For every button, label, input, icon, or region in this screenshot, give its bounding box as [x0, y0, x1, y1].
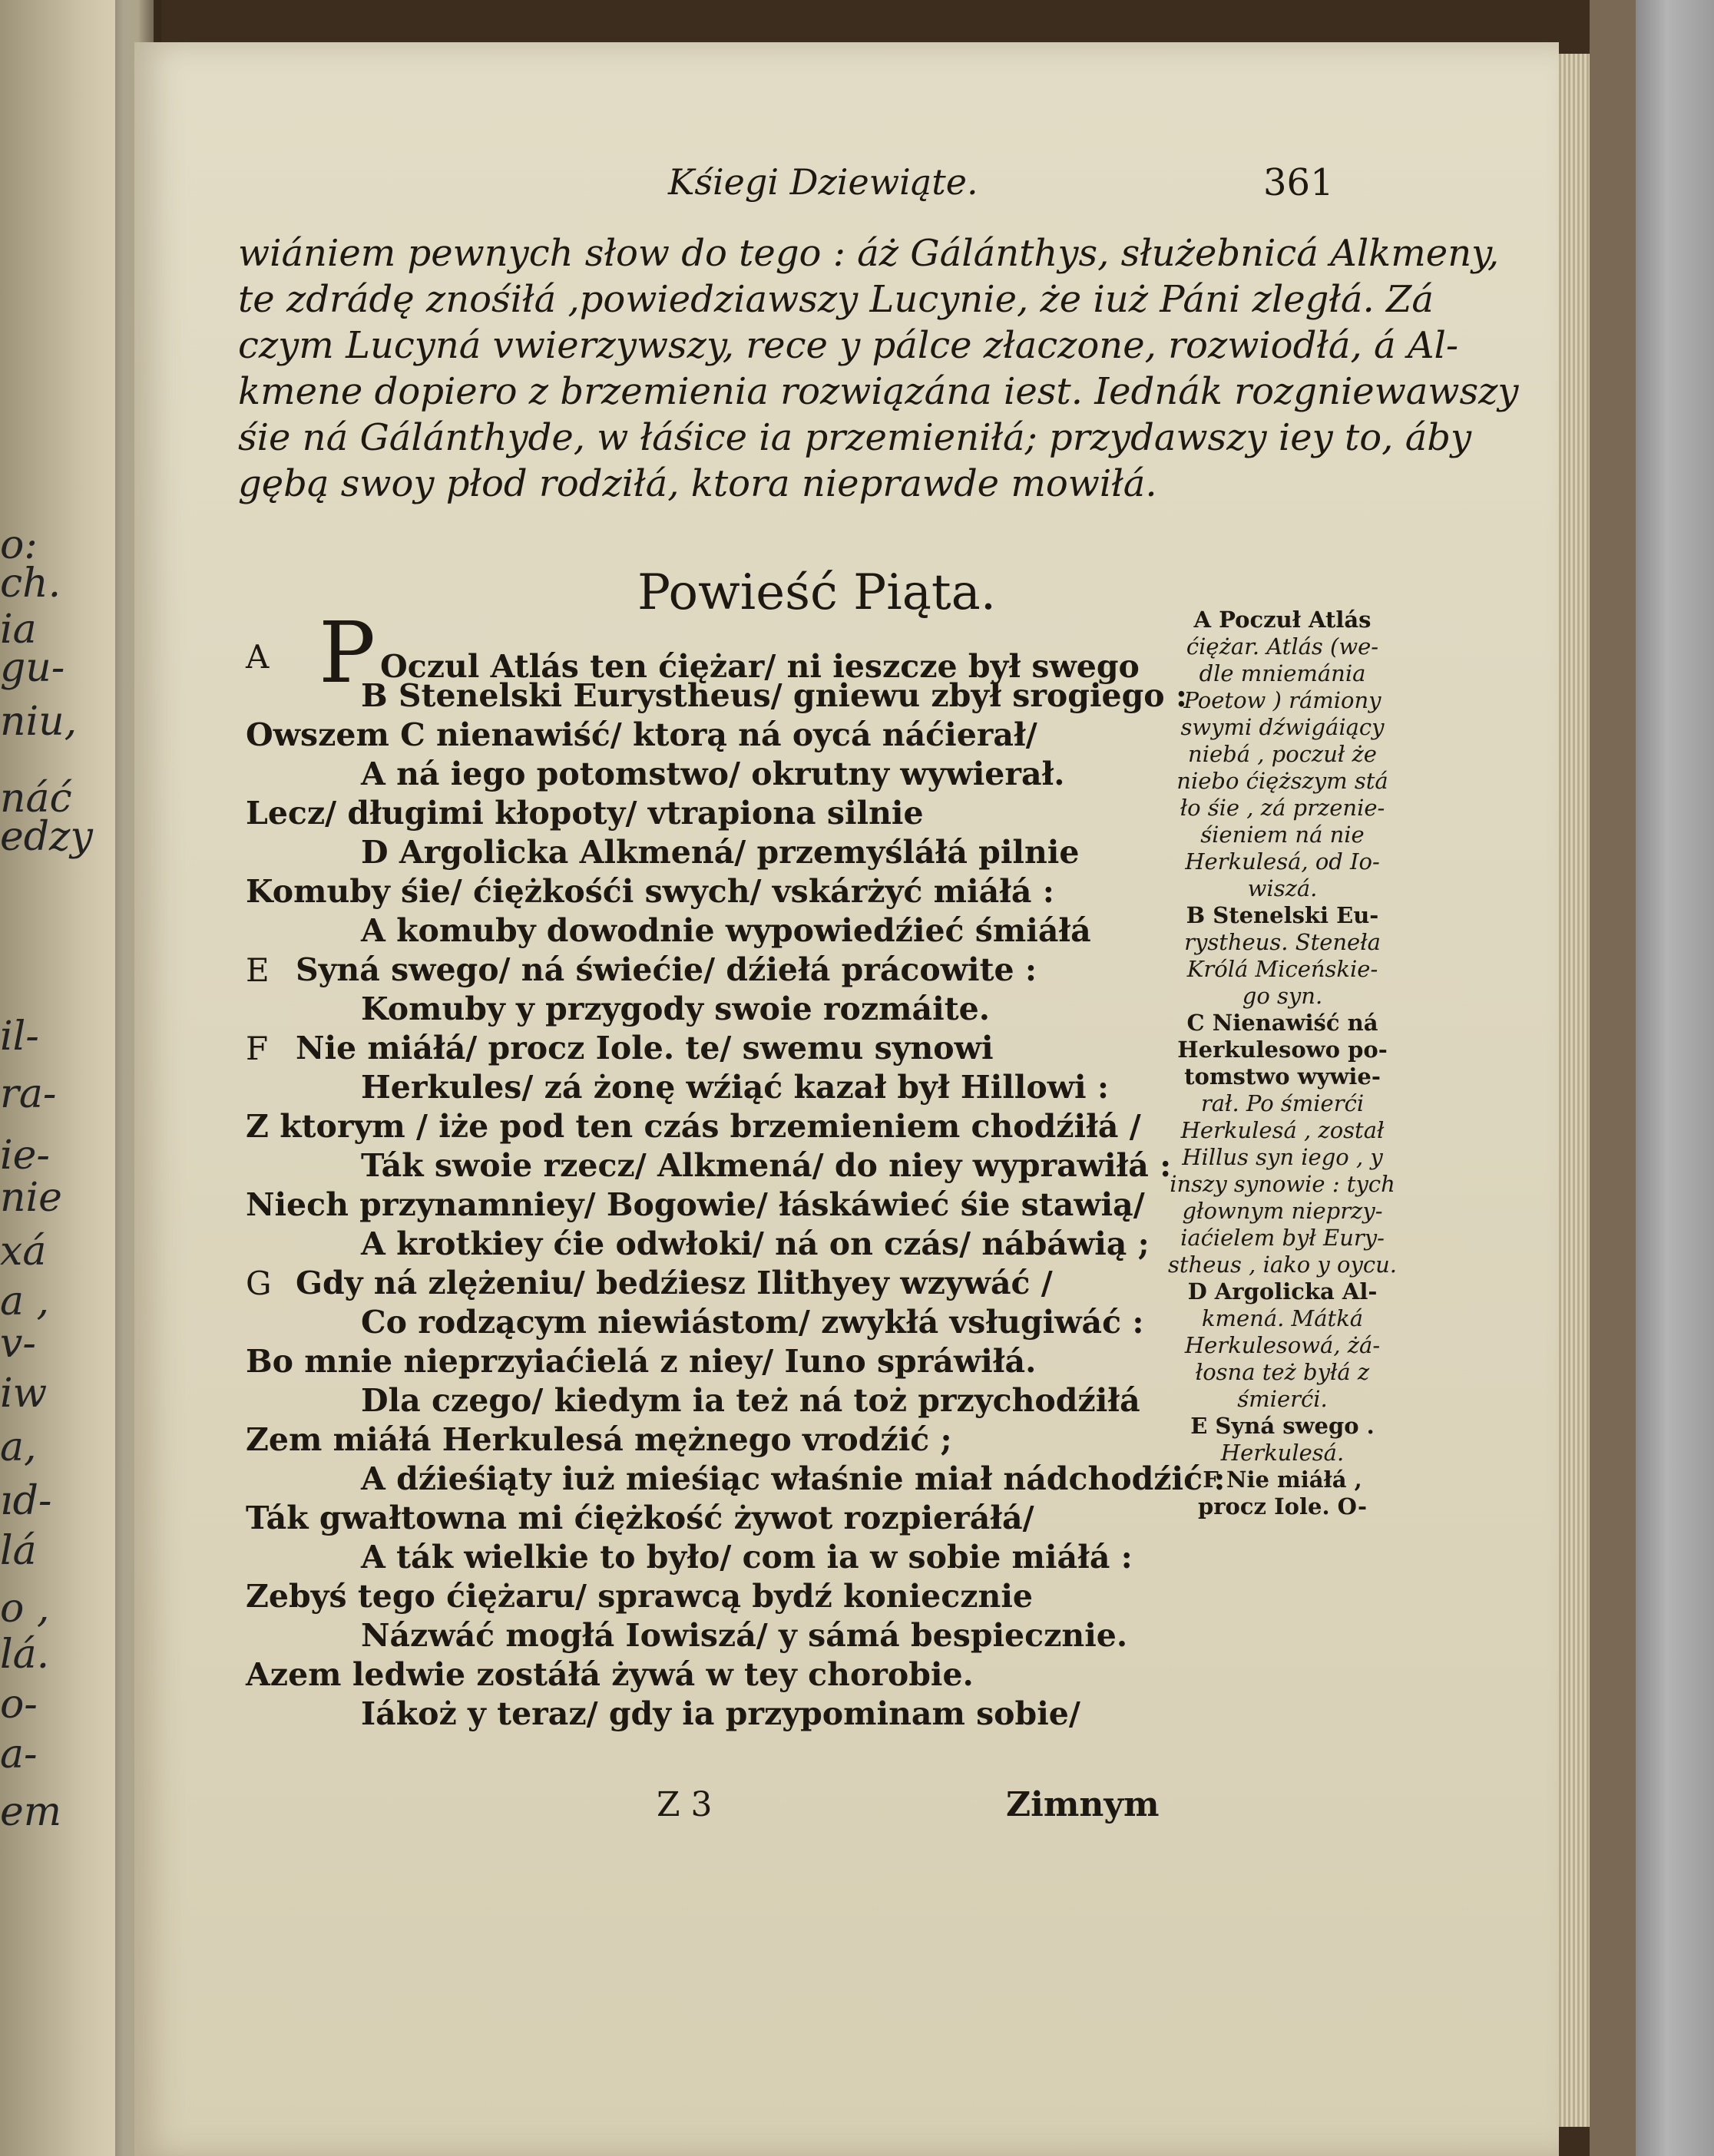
line-marker: E [246, 951, 270, 989]
verse-words: Ták gwałtowna mi ćiężkość żywot rozpieráłá/ [246, 1500, 1034, 1536]
verse-line [246, 951, 1167, 990]
left-page-fragment: gu- [0, 645, 65, 691]
verse-words: Dla czego/ kiedym ia też ná toż przychodźiłá [361, 1382, 1140, 1419]
marginal-note-line: Hillus syn iego , y [1182, 1144, 1383, 1170]
line-marker: G [246, 1265, 272, 1302]
verse-words: B Stenelski Eurystheus/ gniewu zbył srogiego : [361, 677, 1188, 714]
verse-text [246, 1655, 974, 1695]
left-page-fragment: lá. [0, 1632, 50, 1678]
verse-line [246, 1107, 1167, 1146]
verse-words: A dźieśiąty iuż mieśiąc właśnie miał nádchodźić : [361, 1460, 1226, 1497]
left-page-fragment: o- [0, 1681, 38, 1728]
verse-line [246, 676, 1188, 716]
verse-text [361, 676, 1187, 716]
marginal-note-line: ło śie , zá przenie- [1180, 795, 1385, 821]
marginal-note-line: A Poczuł Atlás [1193, 607, 1372, 633]
left-page-fragment: nie [0, 1175, 62, 1221]
verse-text [246, 794, 924, 833]
left-page-fragment: a , [0, 1278, 50, 1324]
prose-line: te zdrádę znośiłá ,powiedziawszy Lucynie, że iuż Páni zległá. Zá [238, 278, 1434, 321]
verse-text [296, 1264, 1053, 1303]
prose-line: wiániem pewnych słow do tego : áż Gálánthys, służebnicá Alkmeny, [238, 232, 1500, 275]
verse-text [361, 1146, 1171, 1185]
verse-line [246, 716, 1167, 755]
line-marker: F [246, 1030, 269, 1067]
verse-line [246, 1185, 1167, 1225]
verse-text [361, 1538, 1133, 1577]
drop-cap: P [319, 603, 376, 702]
verse-text [361, 911, 1091, 951]
marginal-note-line: wiszá. [1247, 875, 1318, 901]
verse-text [361, 1225, 1150, 1264]
line-marker: A [246, 638, 270, 676]
verse-words: Oczul Atlás ten ćiężar/ ni ieszcze był swego [380, 648, 1140, 685]
left-page-fragment: náć [0, 775, 72, 822]
verse-words: Názwáć mogłá Iowiszá/ y sámá bespiecznie. [361, 1617, 1128, 1654]
signature-mark: Z 3 [657, 1785, 713, 1824]
page-number: 361 [1263, 161, 1334, 204]
verse-text [296, 1029, 994, 1068]
verse-line [246, 1264, 1167, 1303]
verse-words: Z ktorym / iże pod ten czás brzemieniem chodźiłá / [246, 1108, 1141, 1145]
marginal-note-line: Herkulesá. [1220, 1440, 1345, 1466]
prose-line: czym Lucyná vwierzywszy, rece y pálce złaczone, rozwiodłá, á Al- [238, 324, 1459, 367]
left-page-fragment: o: [0, 522, 38, 568]
verse-words: Azem ledwie zostáłá żywá w tey chorobie. [246, 1656, 974, 1693]
marginal-note-line: niebá , poczuł że [1188, 741, 1377, 767]
verse-line [246, 755, 1167, 794]
verse-line [246, 911, 1167, 951]
verse-words: Co rodzącym niewiástom/ zwykłá vsługiwáć : [361, 1304, 1144, 1341]
left-page-fragment: niu, [0, 699, 78, 745]
verse-words: Iákoż y teraz/ gdy ia przypominam sobie/ [361, 1695, 1080, 1732]
marginal-note-line: śmierći. [1237, 1386, 1328, 1412]
marginal-note-line: łosna też byłá z [1195, 1359, 1370, 1385]
verse-line [246, 1342, 1167, 1381]
marginal-note-line: iaćielem był Eury- [1180, 1225, 1385, 1251]
verse-text [296, 951, 1037, 990]
verse-text [361, 1616, 1127, 1655]
verse-words: Zem miáłá Herkulesá mężnego vrodźić ; [246, 1421, 952, 1458]
marginal-note-line: inszy synowie : tych [1170, 1171, 1395, 1197]
marginal-note-line: Herkulesowo po- [1177, 1037, 1388, 1063]
verse-line [246, 1225, 1167, 1264]
left-page-fragment: ia [0, 607, 37, 653]
marginal-note-line: głownym nieprzy- [1182, 1198, 1383, 1224]
marginal-note-line: F Nie miáłá , [1203, 1467, 1362, 1493]
verse-words: Komuby y przygody swoie rozmáite. [361, 990, 990, 1027]
marginal-note-line: B Stenelski Eu- [1186, 902, 1379, 928]
verse-text [246, 1107, 1141, 1146]
verse-line [246, 1616, 1167, 1655]
verse-line [246, 1029, 1167, 1068]
verse-line [246, 1538, 1167, 1577]
verse-text [361, 1068, 1109, 1107]
marginal-note-line: kmená. Mátká [1201, 1305, 1364, 1331]
left-page-fragment: ra- [0, 1071, 57, 1117]
left-page-fragment: ch. [0, 560, 61, 607]
marginal-note-line: rał. Po śmierći [1200, 1090, 1365, 1116]
verse-line [246, 1460, 1226, 1499]
verse-words: Nie miáłá/ procz Iole. te/ swemu synowi [296, 1030, 994, 1066]
verse-words: D Argolicka Alkmená/ przemyśláłá pilnie [361, 834, 1080, 871]
verse-words: A komuby dowodnie wypowiedźieć śmiáłá [361, 912, 1091, 949]
marginal-note-line: ćiężar. Atlás (we- [1186, 633, 1379, 660]
left-page-fragment: v- [0, 1321, 36, 1367]
verse-words: Ták swoie rzecz/ Alkmená/ do niey wyprawiłá : [361, 1147, 1172, 1184]
left-page-fragment: ie- [0, 1133, 50, 1179]
verse-text [361, 1381, 1140, 1420]
marginal-note-line: D Argolicka Al- [1187, 1278, 1378, 1305]
marginal-note-line: C Nienawiść ná [1186, 1010, 1378, 1036]
verse-text [246, 716, 1037, 755]
catchword: Zimnym [1006, 1785, 1160, 1824]
verse-text [361, 1695, 1080, 1734]
verse-text [246, 1185, 1145, 1225]
left-page-fragment: edzy [0, 814, 93, 860]
left-page-fragment: iw [0, 1371, 48, 1417]
left-page-fragment: il- [0, 1014, 39, 1060]
verse-line [246, 1577, 1167, 1616]
verse-line [246, 1303, 1167, 1342]
verse-words: Lecz/ długimi kłopoty/ vtrapiona silnie [246, 795, 924, 832]
marginal-notes [1163, 607, 1401, 1520]
book-cover-board [1636, 0, 1714, 2156]
verse-words: Syná swego/ ná świećie/ dźiełá prácowite : [296, 951, 1037, 988]
marginal-note-line: Herkulesá , został [1180, 1117, 1385, 1143]
left-page-fragment: a, [0, 1424, 37, 1470]
prose-paragraph [238, 230, 1519, 507]
verse-line [246, 1695, 1167, 1734]
verse-words: Herkules/ zá żonę wźiąć kazał był Hillowi : [361, 1069, 1110, 1106]
marginal-note-line: Poetow ) rámiony [1183, 687, 1381, 713]
verse-text [361, 833, 1079, 872]
verse-block [246, 603, 1226, 1734]
marginal-note-line: śieniem ná nie [1200, 822, 1365, 848]
verse-words: Niech przynamniey/ Bogowie/ łáskáwieć śie stawią/ [246, 1186, 1145, 1223]
running-header: Kśiegi Dziewiąte. [668, 161, 978, 203]
verse-words: A krotkiey ćie odwłoki/ ná on czás/ nábáwią ; [361, 1225, 1150, 1262]
prose-line: śie ná Gálánthyde, w łáśice ia przemieniłá; przydawszy iey to, áby [238, 416, 1472, 459]
page-edges [1559, 54, 1590, 2127]
marginal-note-line: go syn. [1242, 983, 1323, 1009]
verse-text [246, 1342, 1036, 1381]
verse-text [361, 755, 1065, 794]
verse-text [361, 1460, 1226, 1499]
section-heading: Powieść Piąta. [637, 564, 997, 621]
verse-words: Komuby śie/ ćiężkośći swych/ vskárżyć miáłá : [246, 873, 1054, 910]
verse-text [246, 1499, 1034, 1538]
marginal-note-line: E Syná swego . [1190, 1413, 1375, 1439]
marginal-note-line: stheus , iako y oycu. [1168, 1252, 1397, 1278]
left-page-fragment: xá [0, 1228, 47, 1275]
verse-words: Owszem C nienawiść/ ktorą ná oycá náćierał/ [246, 716, 1037, 753]
verse-words: Zebyś tego ćiężaru/ sprawcą bydź koniecznie [246, 1578, 1033, 1615]
marginal-note-line: Herkulesowá, żá- [1184, 1332, 1381, 1358]
prose-line: kmene dopiero z brzemienia rozwiązána iest. Iednák rozgniewawszy [238, 370, 1519, 413]
verse-text [246, 1420, 952, 1460]
left-page-fragment: lá [0, 1528, 37, 1574]
verse-line [246, 833, 1167, 872]
left-page-fragment: a- [0, 1731, 38, 1777]
verse-text [361, 1303, 1143, 1342]
verse-words: A ná iego potomstwo/ okrutny wywierał. [361, 756, 1065, 792]
prose-line: gębą swoy płod rodziłá, ktora nieprawde mowiłá. [238, 462, 1157, 505]
verse-text [361, 990, 990, 1029]
verse-line [246, 1068, 1167, 1107]
marginal-note-line: rystheus. Steneła [1184, 929, 1381, 955]
verse-line [246, 1146, 1172, 1185]
marginal-note-line: dle mniemánia [1199, 660, 1366, 686]
left-page-fragment: ıd- [0, 1478, 52, 1524]
marginal-note-line: Herkulesá, od Io- [1185, 848, 1380, 875]
marginal-note-line: procz Iole. O- [1197, 1493, 1368, 1519]
verse-words: Bo mnie nieprzyiaćielá z niey/ Iuno spráwiłá. [246, 1343, 1037, 1380]
verse-line [246, 1499, 1167, 1538]
verse-line [246, 872, 1167, 911]
verse-text [246, 1577, 1033, 1616]
verse-line [246, 990, 1167, 1029]
marginal-note-line: tomstwo wywie- [1184, 1063, 1381, 1090]
verse-line [246, 1420, 1167, 1460]
marginal-note-line: swymi dźwigáiący [1180, 714, 1385, 740]
verse-words: A ták wielkie to było/ com ia w sobie miáłá : [361, 1539, 1133, 1576]
verse-line [246, 1655, 1167, 1695]
verse-text [246, 872, 1054, 911]
left-page-fragment: em [0, 1789, 62, 1835]
left-page-fragment: o , [0, 1586, 50, 1632]
marginal-note-line: Królá Miceńskie- [1186, 956, 1378, 982]
marginal-note-line: niebo ćięższym stá [1176, 768, 1388, 794]
verse-words: Gdy ná zlężeniu/ bedźiesz Ilithyey wzywáć / [296, 1265, 1053, 1301]
verse-line [246, 794, 1167, 833]
verse-line [246, 1381, 1167, 1420]
